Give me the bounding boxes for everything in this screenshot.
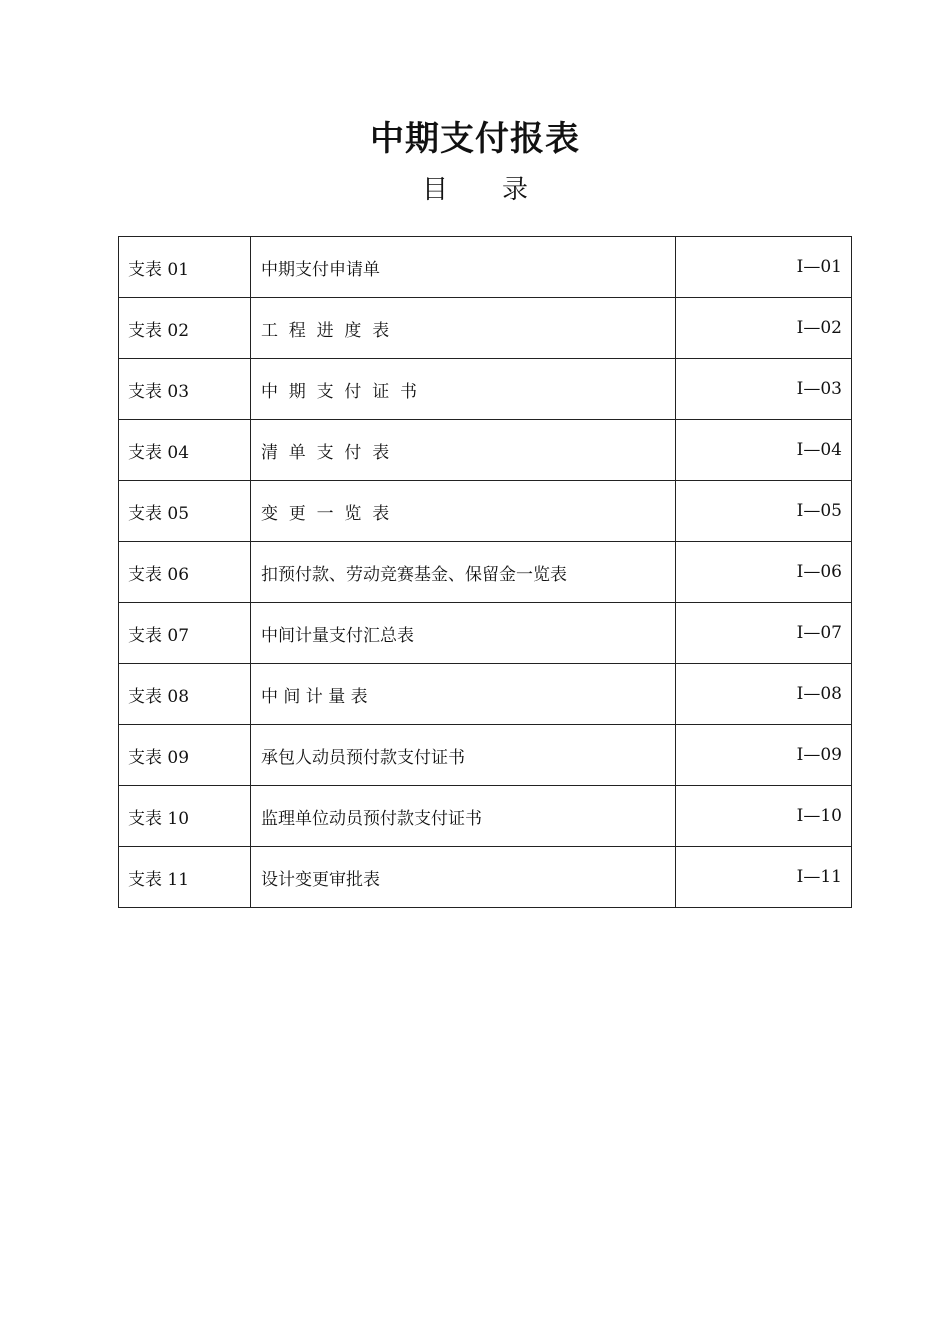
toc-code: 支表 08 (119, 664, 251, 725)
toc-name: 扣预付款、劳动竞赛基金、保留金一览表 (251, 542, 676, 603)
toc-name: 承包人动员预付款支付证书 (251, 725, 676, 786)
toc-page: I—08 (676, 664, 852, 725)
toc-code: 支表 01 (119, 237, 251, 298)
toc-row (119, 298, 852, 359)
toc-row (119, 542, 852, 603)
toc-page: I—03 (676, 359, 852, 420)
toc-code: 支表 09 (119, 725, 251, 786)
toc-row (119, 237, 852, 298)
toc-name: 清 单 支 付 表 (251, 420, 676, 481)
toc-name: 监理单位动员预付款支付证书 (251, 786, 676, 847)
toc-page: I—01 (676, 237, 852, 298)
toc-name: 中 期 支 付 证 书 (251, 359, 676, 420)
toc-code: 支表 10 (119, 786, 251, 847)
toc-name: 中间计量支付汇总表 (251, 603, 676, 664)
toc-page: I—11 (676, 847, 852, 908)
toc-row (119, 481, 852, 542)
toc-name: 中期支付申请单 (251, 237, 676, 298)
toc-code: 支表 11 (119, 847, 251, 908)
toc-name: 中 间 计 量 表 (251, 664, 676, 725)
toc-name: 设计变更审批表 (251, 847, 676, 908)
toc-row (119, 359, 852, 420)
toc-page: I—06 (676, 542, 852, 603)
toc-code: 支表 03 (119, 359, 251, 420)
toc-row (119, 847, 852, 908)
toc-page: I—04 (676, 420, 852, 481)
toc-code: 支表 05 (119, 481, 251, 542)
toc-name: 工 程 进 度 表 (251, 298, 676, 359)
contents-heading-right: 录 (502, 175, 529, 205)
toc-page: I—10 (676, 786, 852, 847)
toc-row (119, 603, 852, 664)
toc-row (119, 725, 852, 786)
toc-code: 支表 02 (119, 298, 251, 359)
toc-page: I—02 (676, 298, 852, 359)
toc-row (119, 420, 852, 481)
toc-table (118, 236, 852, 908)
toc-page: I—05 (676, 481, 852, 542)
toc-row (119, 664, 852, 725)
toc-code: 支表 04 (119, 420, 251, 481)
toc-page: I—09 (676, 725, 852, 786)
contents-heading (0, 170, 950, 210)
toc-code: 支表 07 (119, 603, 251, 664)
toc-code: 支表 06 (119, 542, 251, 603)
page-title: 中期支付报表 (370, 119, 580, 159)
toc-page: I—07 (676, 603, 852, 664)
toc-name: 变 更 一 览 表 (251, 481, 676, 542)
toc-row (119, 786, 852, 847)
contents-heading-left: 目 (421, 175, 448, 205)
